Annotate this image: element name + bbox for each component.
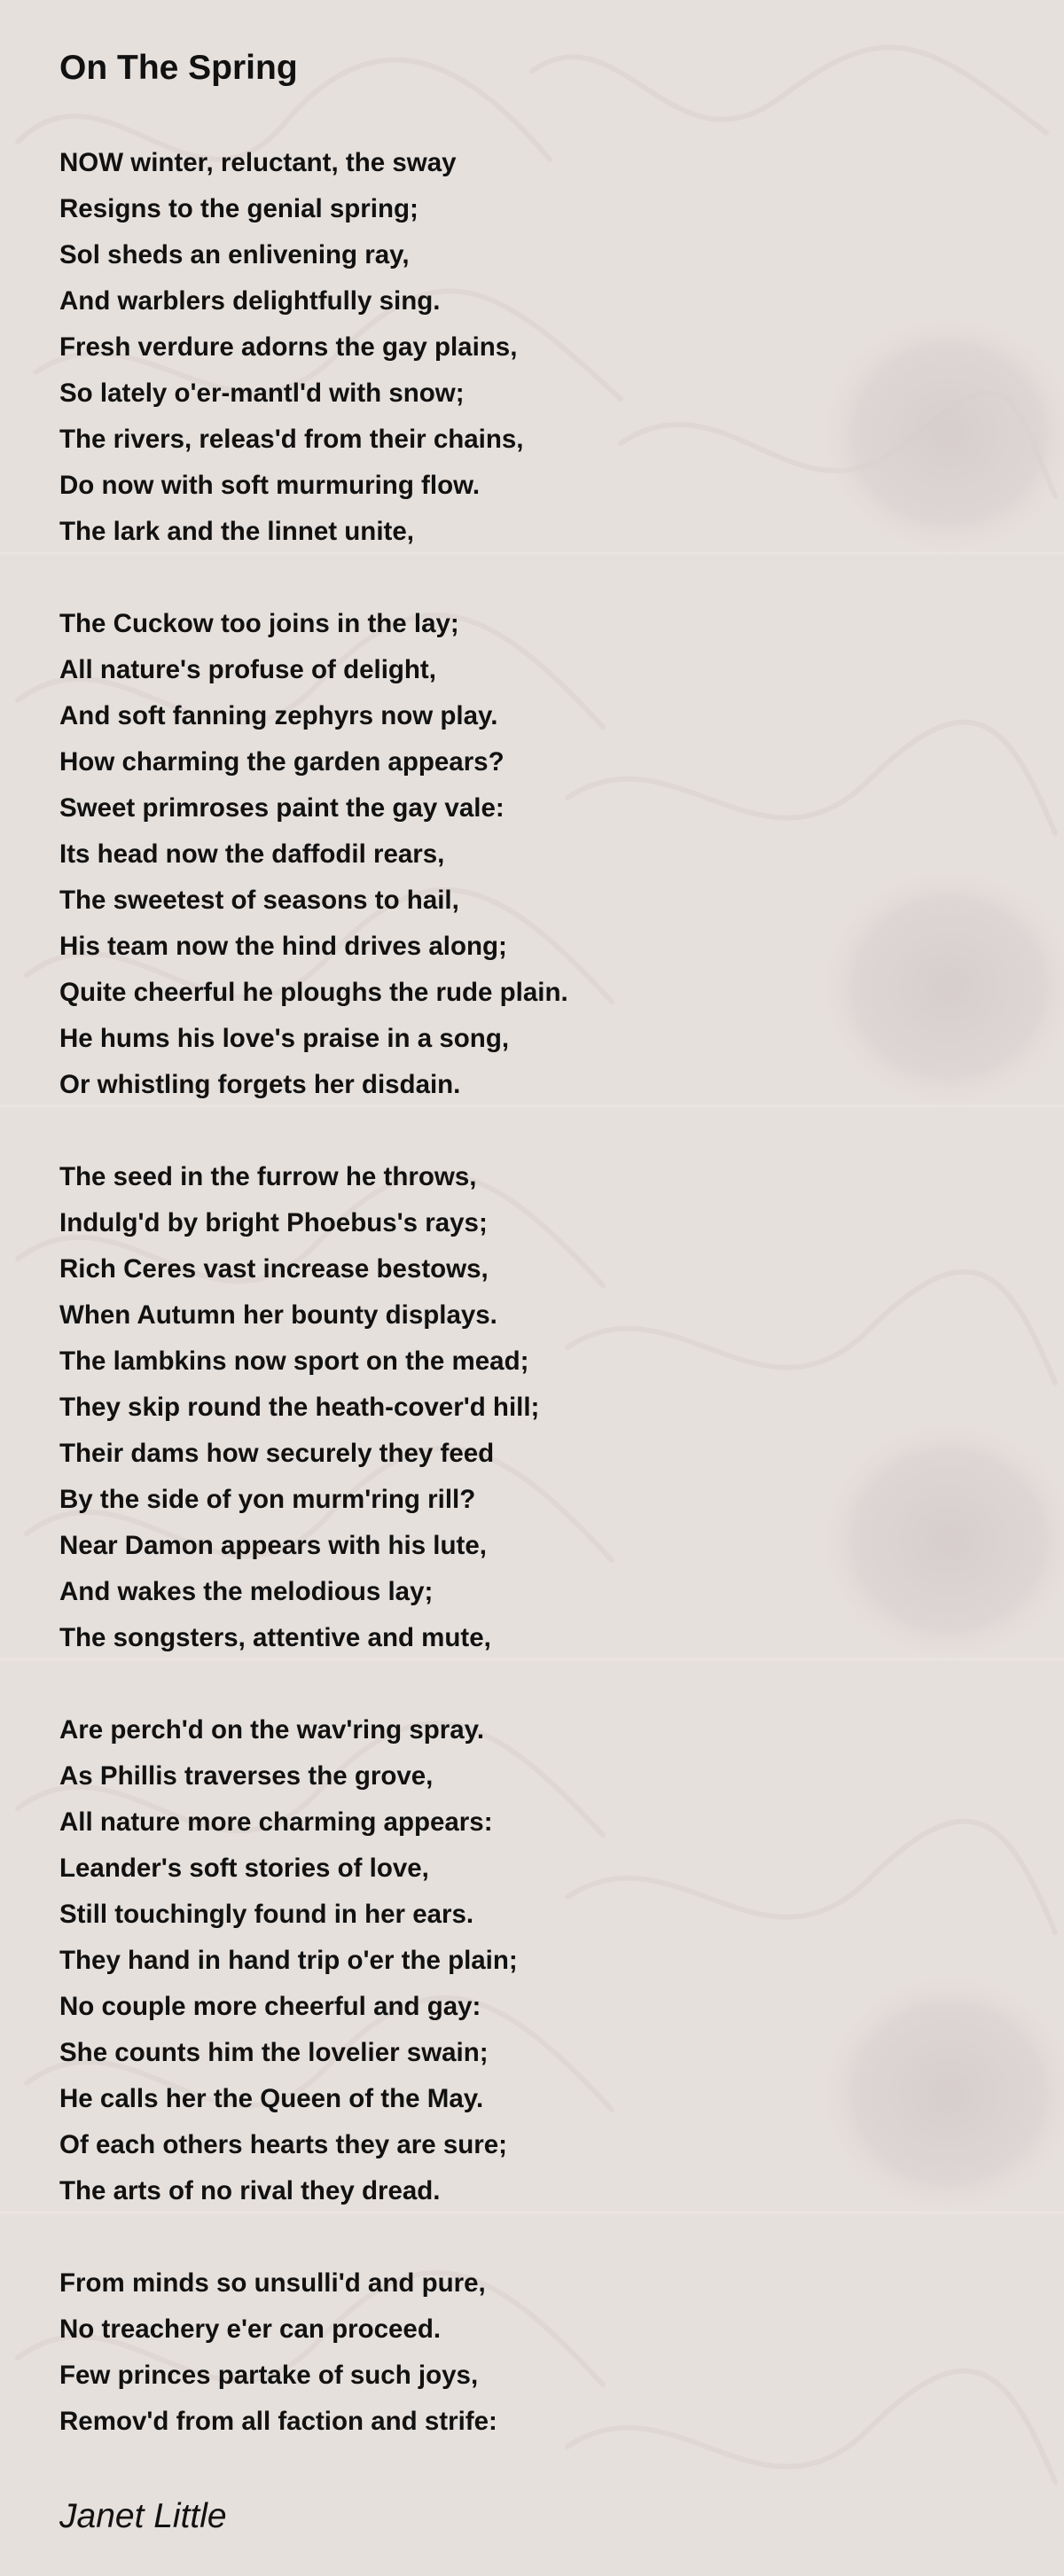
poem-line: Near Damon appears with his lute, [59,1531,487,1560]
poem-line: Sweet primroses paint the gay vale: [59,793,505,823]
poem-line: From minds so unsulli'd and pure, [59,2268,486,2298]
poem-stanza [59,140,999,555]
poem-line: The songsters, attentive and mute, [59,1623,491,1652]
poem-line: He hums his love's praise in a song, [59,1024,510,1053]
poem-line: All nature's profuse of delight, [59,655,436,684]
poem-line: The rivers, releas'd from their chains, [59,425,524,454]
poem-line: So lately o'er-mantl'd with snow; [59,379,465,408]
poem-stanza [59,1154,999,1661]
poem-line: How charming the garden appears? [59,747,505,777]
poem-line: Are perch'd on the wav'ring spray. [59,1715,485,1745]
poem-line: Few princes partake of such joys, [59,2361,479,2390]
poem-line: And warblers delightfully sing. [59,286,441,316]
poem-title: On The Spring [59,49,298,87]
poem-line: Quite cheerful he ploughs the rude plain. [59,978,568,1007]
poem-line: No treachery e'er can proceed. [59,2314,442,2344]
poem-line: Their dams how securely they feed [59,1439,495,1468]
poem-line: By the side of yon murm'ring rill? [59,1485,476,1514]
poem-author: Janet Little [59,2497,227,2535]
poem-line: The arts of no rival they dread. [59,2176,441,2205]
poem-line: Indulg'd by bright Phoebus's rays; [59,1208,488,1237]
poem-line: The sweetest of seasons to hail, [59,886,459,915]
poem-line: He calls her the Queen of the May. [59,2084,484,2113]
poem-line: Leander's soft stories of love, [59,1854,429,1883]
poem-body [59,140,999,2445]
poem-line: Of each others hearts they are sure; [59,2130,507,2159]
poem-line: The lambkins now sport on the mead; [59,1347,529,1376]
poem-line: Or whistling forgets her disdain. [59,1070,461,1099]
poem-line: Fresh verdure adorns the gay plains, [59,332,518,362]
poem-line: She counts him the lovelier swain; [59,2038,489,2067]
poem-line: The Cuckow too joins in the lay; [59,609,459,638]
poem-line: The seed in the furrow he throws, [59,1162,477,1191]
poem-line: NOW winter, reluctant, the sway [59,148,457,177]
poem-line: Resigns to the genial spring; [59,194,419,223]
poem-line: They skip round the heath-cover'd hill; [59,1393,540,1422]
poem-line: When Autumn her bounty displays. [59,1300,497,1330]
poem-line: The lark and the linnet unite, [59,517,414,546]
poem-line: His team now the hind drives along; [59,932,507,961]
poem-stanza [59,2260,999,2445]
poem-stanza [59,1707,999,2214]
poem-line: Rich Ceres vast increase bestows, [59,1254,489,1284]
poem-stanza [59,601,999,1108]
poem-line: Remov'd from all faction and strife: [59,2407,497,2436]
poem-line: Do now with soft murmuring flow. [59,471,481,500]
poem-line: All nature more charming appears: [59,1807,493,1837]
poem-line: Its head now the daffodil rears, [59,839,445,869]
poem-line: No couple more cheerful and gay: [59,1992,481,2021]
poem-line: And soft fanning zephyrs now play. [59,701,498,730]
poem-line: As Phillis traverses the grove, [59,1761,434,1791]
poem-line: They hand in hand trip o'er the plain; [59,1946,518,1975]
poem-line: Sol sheds an enlivening ray, [59,240,410,269]
poem-line: And wakes the melodious lay; [59,1577,434,1606]
poem-line: Still touchingly found in her ears. [59,1900,474,1929]
